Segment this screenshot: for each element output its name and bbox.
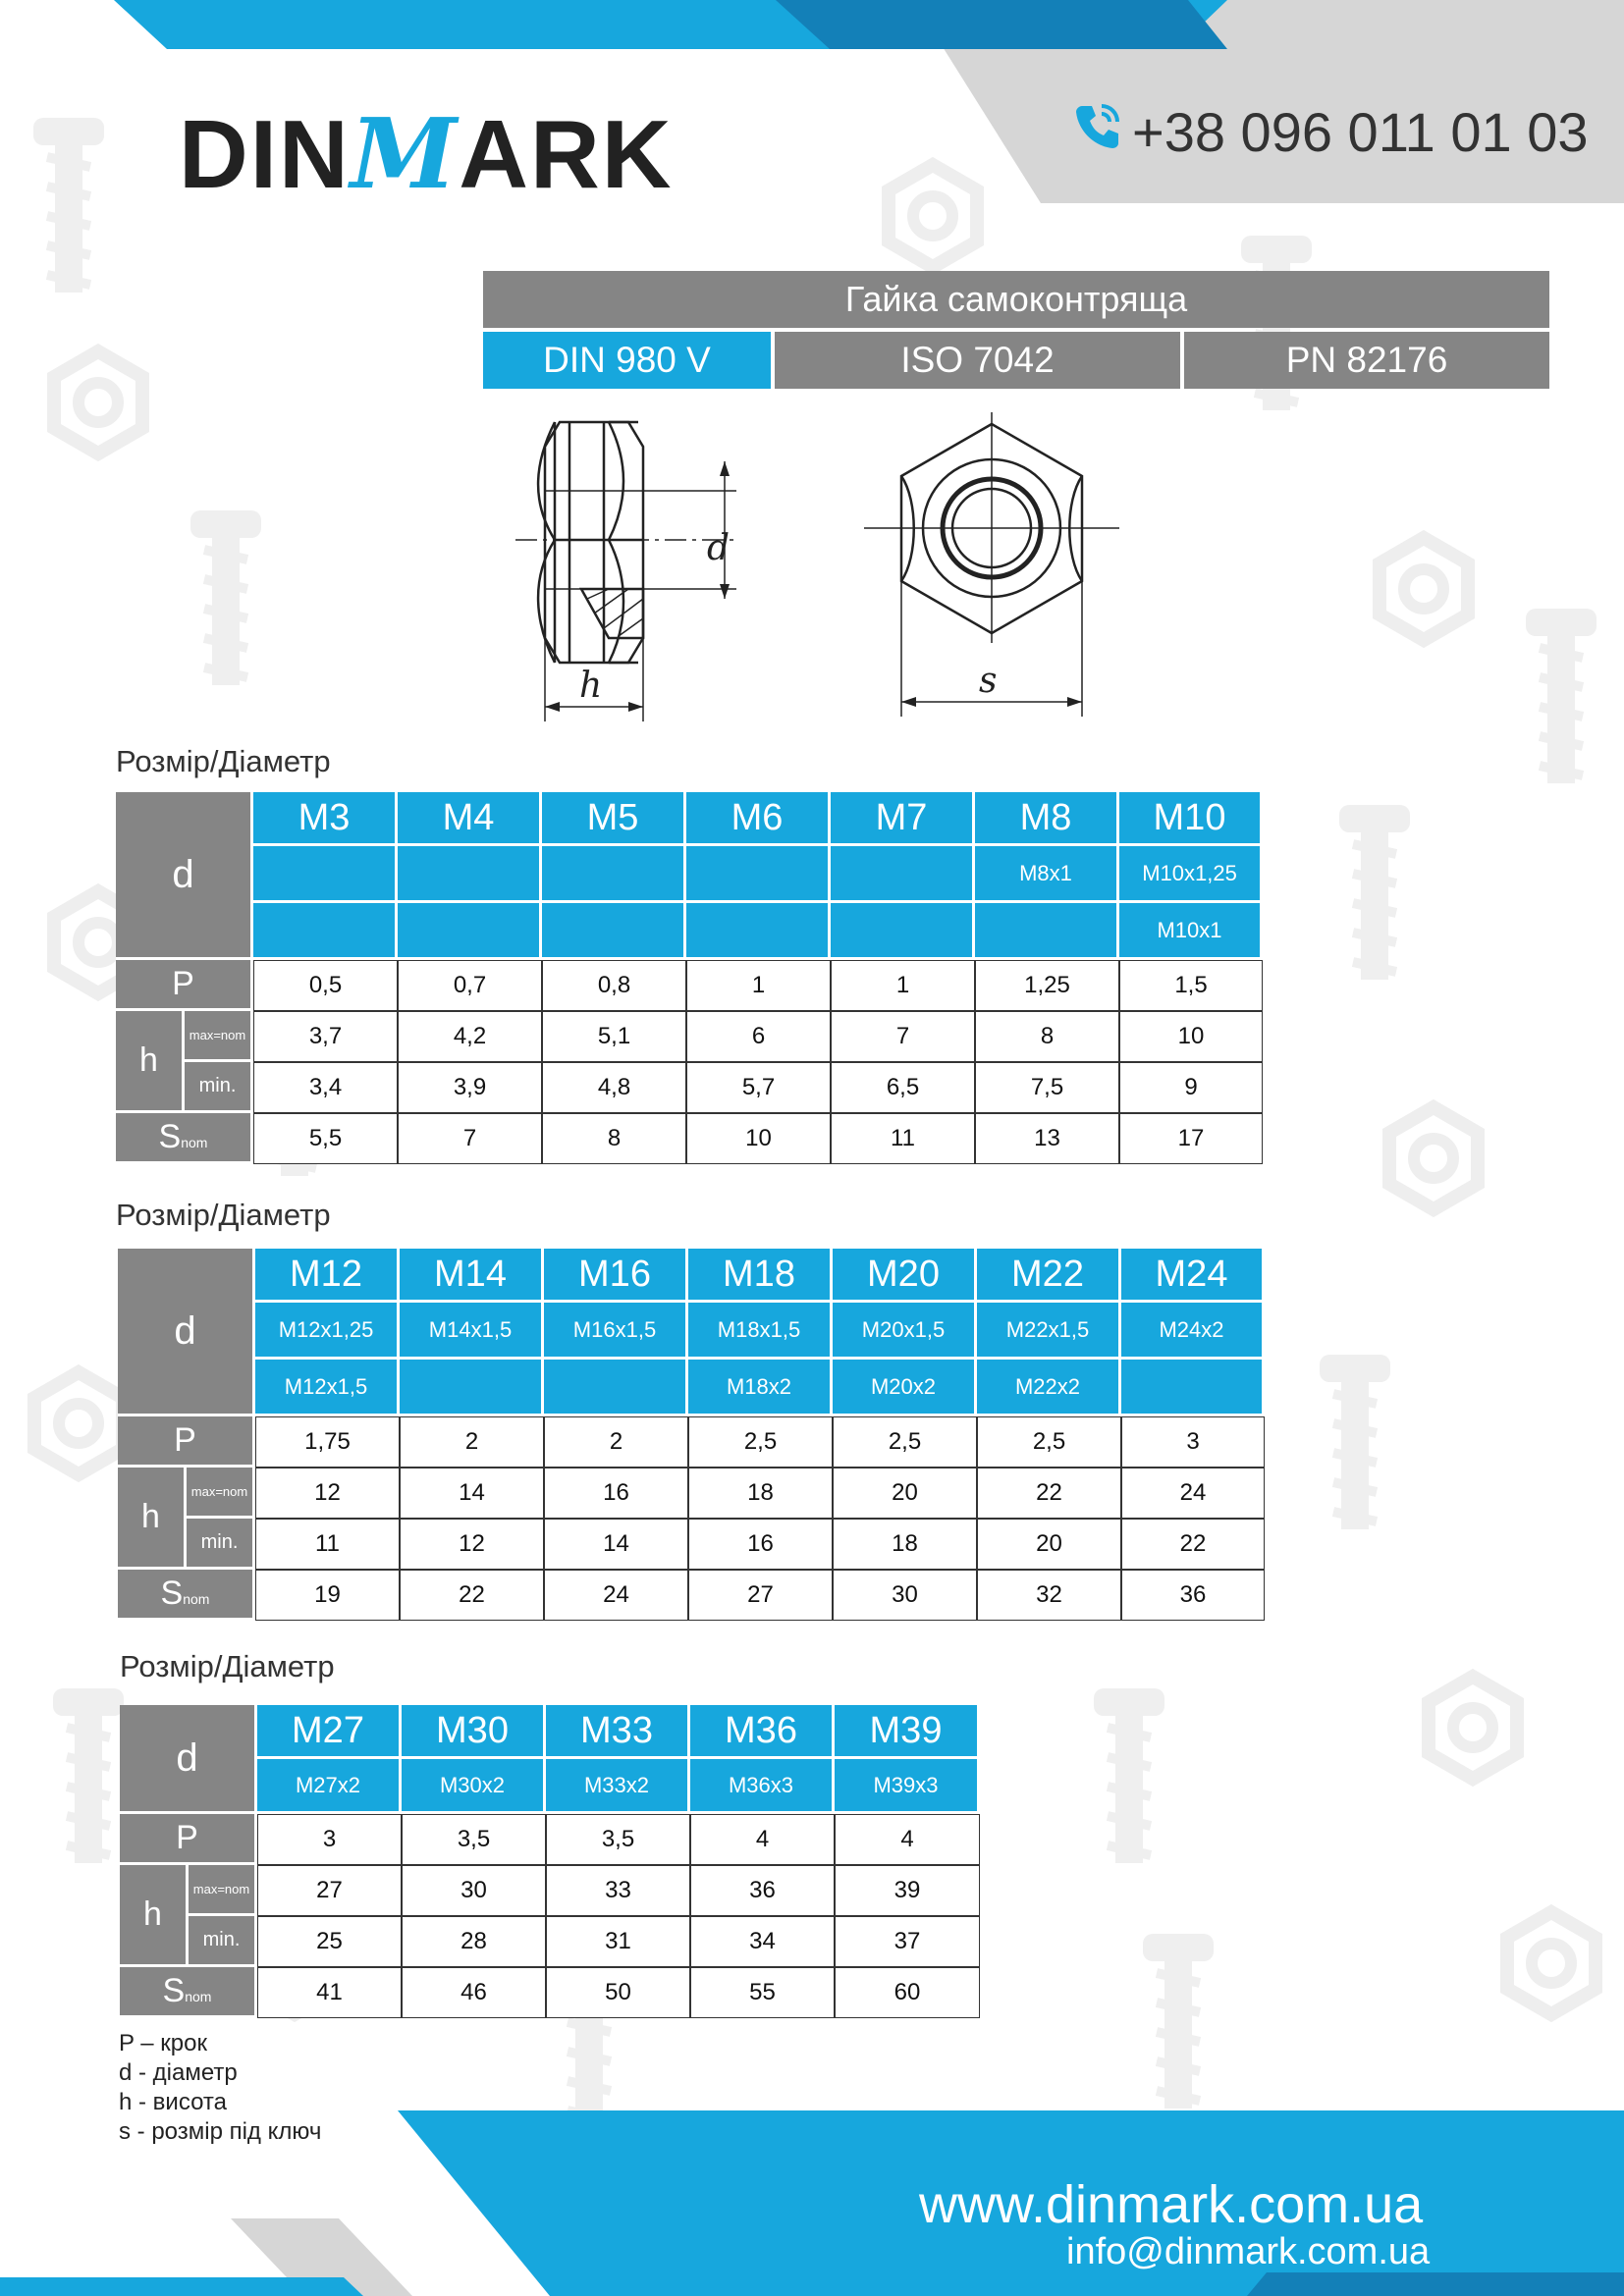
value-cell: 50 — [546, 1967, 690, 2018]
table-3-caption: Розмір/Діаметр — [120, 1649, 335, 1683]
fine-thread-cell — [400, 1360, 544, 1416]
value-cell: 28 — [402, 1916, 546, 1967]
fine-thread-cell: M10x1 — [1119, 903, 1263, 960]
fine-thread-cell — [544, 1360, 688, 1416]
size-cell: M16 — [544, 1249, 688, 1303]
row-label-s-main: S — [162, 1972, 186, 2009]
value-cell: 7,5 — [975, 1062, 1119, 1113]
brand-text-2: ARK — [459, 100, 674, 208]
value-cell: 31 — [546, 1916, 690, 1967]
value-cell: 20 — [977, 1519, 1121, 1570]
fine-thread-cell: M12x1,5 — [255, 1360, 400, 1416]
row-sublabel-min: min. — [185, 1062, 253, 1113]
fine-thread-cell: M18x2 — [688, 1360, 833, 1416]
value-cell: 9 — [1119, 1062, 1263, 1113]
drawing-label-s: s — [979, 661, 998, 701]
value-cell: 34 — [690, 1916, 835, 1967]
value-cell: 17 — [1119, 1113, 1263, 1164]
value-cell: 4 — [690, 1814, 835, 1865]
value-cell: 12 — [255, 1468, 400, 1519]
spec-table-1 — [116, 792, 1263, 1164]
value-cell: 2,5 — [688, 1416, 833, 1468]
row-label-h: h — [116, 1011, 185, 1113]
value-cell: 0,7 — [398, 960, 542, 1011]
size-cell: M6 — [686, 792, 831, 846]
website-link[interactable]: www.dinmark.com.ua — [919, 2175, 1424, 2234]
size-cell: M14 — [400, 1249, 544, 1303]
value-cell: 30 — [402, 1865, 546, 1916]
row-label-h: h — [118, 1468, 187, 1570]
fine-thread-cell — [686, 846, 831, 903]
fine-thread-cell — [253, 846, 398, 903]
fine-thread-cell — [398, 846, 542, 903]
size-cell: M39 — [835, 1705, 980, 1759]
row-sublabel-min: min. — [187, 1519, 255, 1570]
size-cell: M30 — [402, 1705, 546, 1759]
value-cell: 46 — [402, 1967, 546, 2018]
value-cell: 3,5 — [546, 1814, 690, 1865]
value-cell: 18 — [688, 1468, 833, 1519]
value-cell: 22 — [1121, 1519, 1265, 1570]
value-cell: 5,7 — [686, 1062, 831, 1113]
size-cell: M3 — [253, 792, 398, 846]
value-cell: 12 — [400, 1519, 544, 1570]
row-label-h: h — [120, 1865, 189, 1967]
size-cell: M18 — [688, 1249, 833, 1303]
fine-thread-cell — [831, 846, 975, 903]
value-cell: 1,5 — [1119, 960, 1263, 1011]
standard-din[interactable]: DIN 980 V — [483, 332, 771, 389]
fine-thread-cell: M20x1,5 — [833, 1303, 977, 1360]
table-2-caption: Розмір/Діаметр — [116, 1198, 331, 1232]
fine-thread-cell — [686, 903, 831, 960]
value-cell: 33 — [546, 1865, 690, 1916]
value-cell: 41 — [257, 1967, 402, 2018]
row-sublabel-min: min. — [189, 1916, 257, 1967]
fine-thread-cell: M36x3 — [690, 1759, 835, 1814]
value-cell: 1,25 — [975, 960, 1119, 1011]
row-label-s — [118, 1570, 255, 1621]
size-cell: M12 — [255, 1249, 400, 1303]
fine-thread-cell: M8x1 — [975, 846, 1119, 903]
size-cell: M22 — [977, 1249, 1121, 1303]
fine-thread-cell — [398, 903, 542, 960]
value-cell: 16 — [544, 1468, 688, 1519]
value-cell: 4,2 — [398, 1011, 542, 1062]
brand-mark: M — [350, 98, 460, 211]
fine-thread-cell: M33x2 — [546, 1759, 690, 1814]
value-cell: 2 — [544, 1416, 688, 1468]
row-label-p: P — [116, 960, 253, 1011]
size-cell: M24 — [1121, 1249, 1265, 1303]
phone-number[interactable]: +38 096 011 01 03 — [1132, 101, 1589, 163]
value-cell: 1 — [686, 960, 831, 1011]
row-label-p: P — [118, 1416, 255, 1468]
brand-logo[interactable] — [179, 98, 674, 211]
fine-thread-cell: M10x1,25 — [1119, 846, 1263, 903]
value-cell: 25 — [257, 1916, 402, 1967]
row-label-s-main: S — [158, 1118, 182, 1155]
value-cell: 36 — [690, 1865, 835, 1916]
value-cell: 11 — [831, 1113, 975, 1164]
row-label-d: d — [118, 1249, 255, 1416]
value-cell: 18 — [833, 1519, 977, 1570]
size-cell: M4 — [398, 792, 542, 846]
value-cell: 4 — [835, 1814, 980, 1865]
value-cell: 10 — [686, 1113, 831, 1164]
value-cell: 30 — [833, 1570, 977, 1621]
value-cell: 22 — [400, 1570, 544, 1621]
phone-icon — [1072, 100, 1123, 151]
row-label-d: d — [116, 792, 253, 960]
value-cell: 16 — [688, 1519, 833, 1570]
fine-thread-cell — [253, 903, 398, 960]
value-cell: 7 — [398, 1113, 542, 1164]
row-label-s-sub: nom — [185, 1989, 212, 2004]
value-cell: 10 — [1119, 1011, 1263, 1062]
fine-thread-cell: M30x2 — [402, 1759, 546, 1814]
fine-thread-cell: M12x1,25 — [255, 1303, 400, 1360]
fine-thread-cell: M22x2 — [977, 1360, 1121, 1416]
value-cell: 5,5 — [253, 1113, 398, 1164]
row-sublabel-max: max=nom — [189, 1865, 257, 1916]
drawing-label-d: d — [707, 528, 731, 568]
value-cell: 20 — [833, 1468, 977, 1519]
value-cell: 3,9 — [398, 1062, 542, 1113]
value-cell: 32 — [977, 1570, 1121, 1621]
value-cell: 55 — [690, 1967, 835, 2018]
table-1-caption: Розмір/Діаметр — [116, 744, 331, 778]
value-cell: 39 — [835, 1865, 980, 1916]
value-cell: 36 — [1121, 1570, 1265, 1621]
value-cell: 3 — [1121, 1416, 1265, 1468]
row-label-s — [120, 1967, 257, 2018]
fine-thread-cell — [831, 903, 975, 960]
value-cell: 3,5 — [402, 1814, 546, 1865]
value-cell: 24 — [544, 1570, 688, 1621]
value-cell: 7 — [831, 1011, 975, 1062]
value-cell: 1,75 — [255, 1416, 400, 1468]
fine-thread-cell: M22x1,5 — [977, 1303, 1121, 1360]
value-cell: 1 — [831, 960, 975, 1011]
product-title: Гайка самоконтряща — [483, 271, 1549, 328]
row-sublabel-max: max=nom — [187, 1468, 255, 1519]
fine-thread-cell: M18x1,5 — [688, 1303, 833, 1360]
fine-thread-cell — [542, 903, 686, 960]
row-label-s-main: S — [160, 1575, 184, 1612]
value-cell: 24 — [1121, 1468, 1265, 1519]
email-link[interactable]: info@dinmark.com.ua — [1066, 2231, 1431, 2272]
value-cell: 37 — [835, 1916, 980, 1967]
value-cell: 27 — [688, 1570, 833, 1621]
value-cell: 19 — [255, 1570, 400, 1621]
value-cell: 14 — [544, 1519, 688, 1570]
standard-pn[interactable]: PN 82176 — [1184, 332, 1549, 389]
value-cell: 6,5 — [831, 1062, 975, 1113]
legend-item: s - розмір під ключ — [119, 2118, 322, 2145]
value-cell: 2 — [400, 1416, 544, 1468]
value-cell: 8 — [542, 1113, 686, 1164]
value-cell: 4,8 — [542, 1062, 686, 1113]
fine-thread-cell: M39x3 — [835, 1759, 980, 1814]
fine-thread-cell: M14x1,5 — [400, 1303, 544, 1360]
nut-drawing — [471, 402, 1159, 726]
size-cell: M27 — [257, 1705, 402, 1759]
legend-item: d - діаметр — [119, 2059, 238, 2086]
drawing-label-h: h — [579, 666, 603, 706]
row-label-s-sub: nom — [183, 1591, 210, 1607]
value-cell: 3,4 — [253, 1062, 398, 1113]
row-label-d: d — [120, 1705, 257, 1814]
fine-thread-cell — [542, 846, 686, 903]
value-cell: 60 — [835, 1967, 980, 2018]
row-label-s-sub: nom — [181, 1135, 208, 1150]
fine-thread-cell — [975, 903, 1119, 960]
brand-text-1: DIN — [179, 100, 351, 208]
spec-table-2 — [118, 1249, 1265, 1621]
size-cell: M5 — [542, 792, 686, 846]
value-cell: 14 — [400, 1468, 544, 1519]
value-cell: 3,7 — [253, 1011, 398, 1062]
value-cell: 11 — [255, 1519, 400, 1570]
value-cell: 5,1 — [542, 1011, 686, 1062]
size-cell: M7 — [831, 792, 975, 846]
value-cell: 13 — [975, 1113, 1119, 1164]
fine-thread-cell: M16x1,5 — [544, 1303, 688, 1360]
row-label-s — [116, 1113, 253, 1164]
fine-thread-cell — [1121, 1360, 1265, 1416]
size-cell: M20 — [833, 1249, 977, 1303]
value-cell: 3 — [257, 1814, 402, 1865]
fine-thread-cell: M24x2 — [1121, 1303, 1265, 1360]
value-cell: 0,8 — [542, 960, 686, 1011]
value-cell: 6 — [686, 1011, 831, 1062]
fine-thread-cell: M20x2 — [833, 1360, 977, 1416]
spec-table-3 — [120, 1705, 980, 2018]
legend-item: P – крок — [119, 2030, 207, 2056]
value-cell: 2,5 — [833, 1416, 977, 1468]
value-cell: 0,5 — [253, 960, 398, 1011]
row-label-p: P — [120, 1814, 257, 1865]
size-cell: M36 — [690, 1705, 835, 1759]
size-cell: M8 — [975, 792, 1119, 846]
value-cell: 22 — [977, 1468, 1121, 1519]
value-cell: 2,5 — [977, 1416, 1121, 1468]
row-sublabel-max: max=nom — [185, 1011, 253, 1062]
fine-thread-cell: M27x2 — [257, 1759, 402, 1814]
legend-item: h - висота — [119, 2089, 227, 2115]
size-cell: M33 — [546, 1705, 690, 1759]
value-cell: 8 — [975, 1011, 1119, 1062]
size-cell: M10 — [1119, 792, 1263, 846]
value-cell: 27 — [257, 1865, 402, 1916]
standard-iso[interactable]: ISO 7042 — [775, 332, 1180, 389]
